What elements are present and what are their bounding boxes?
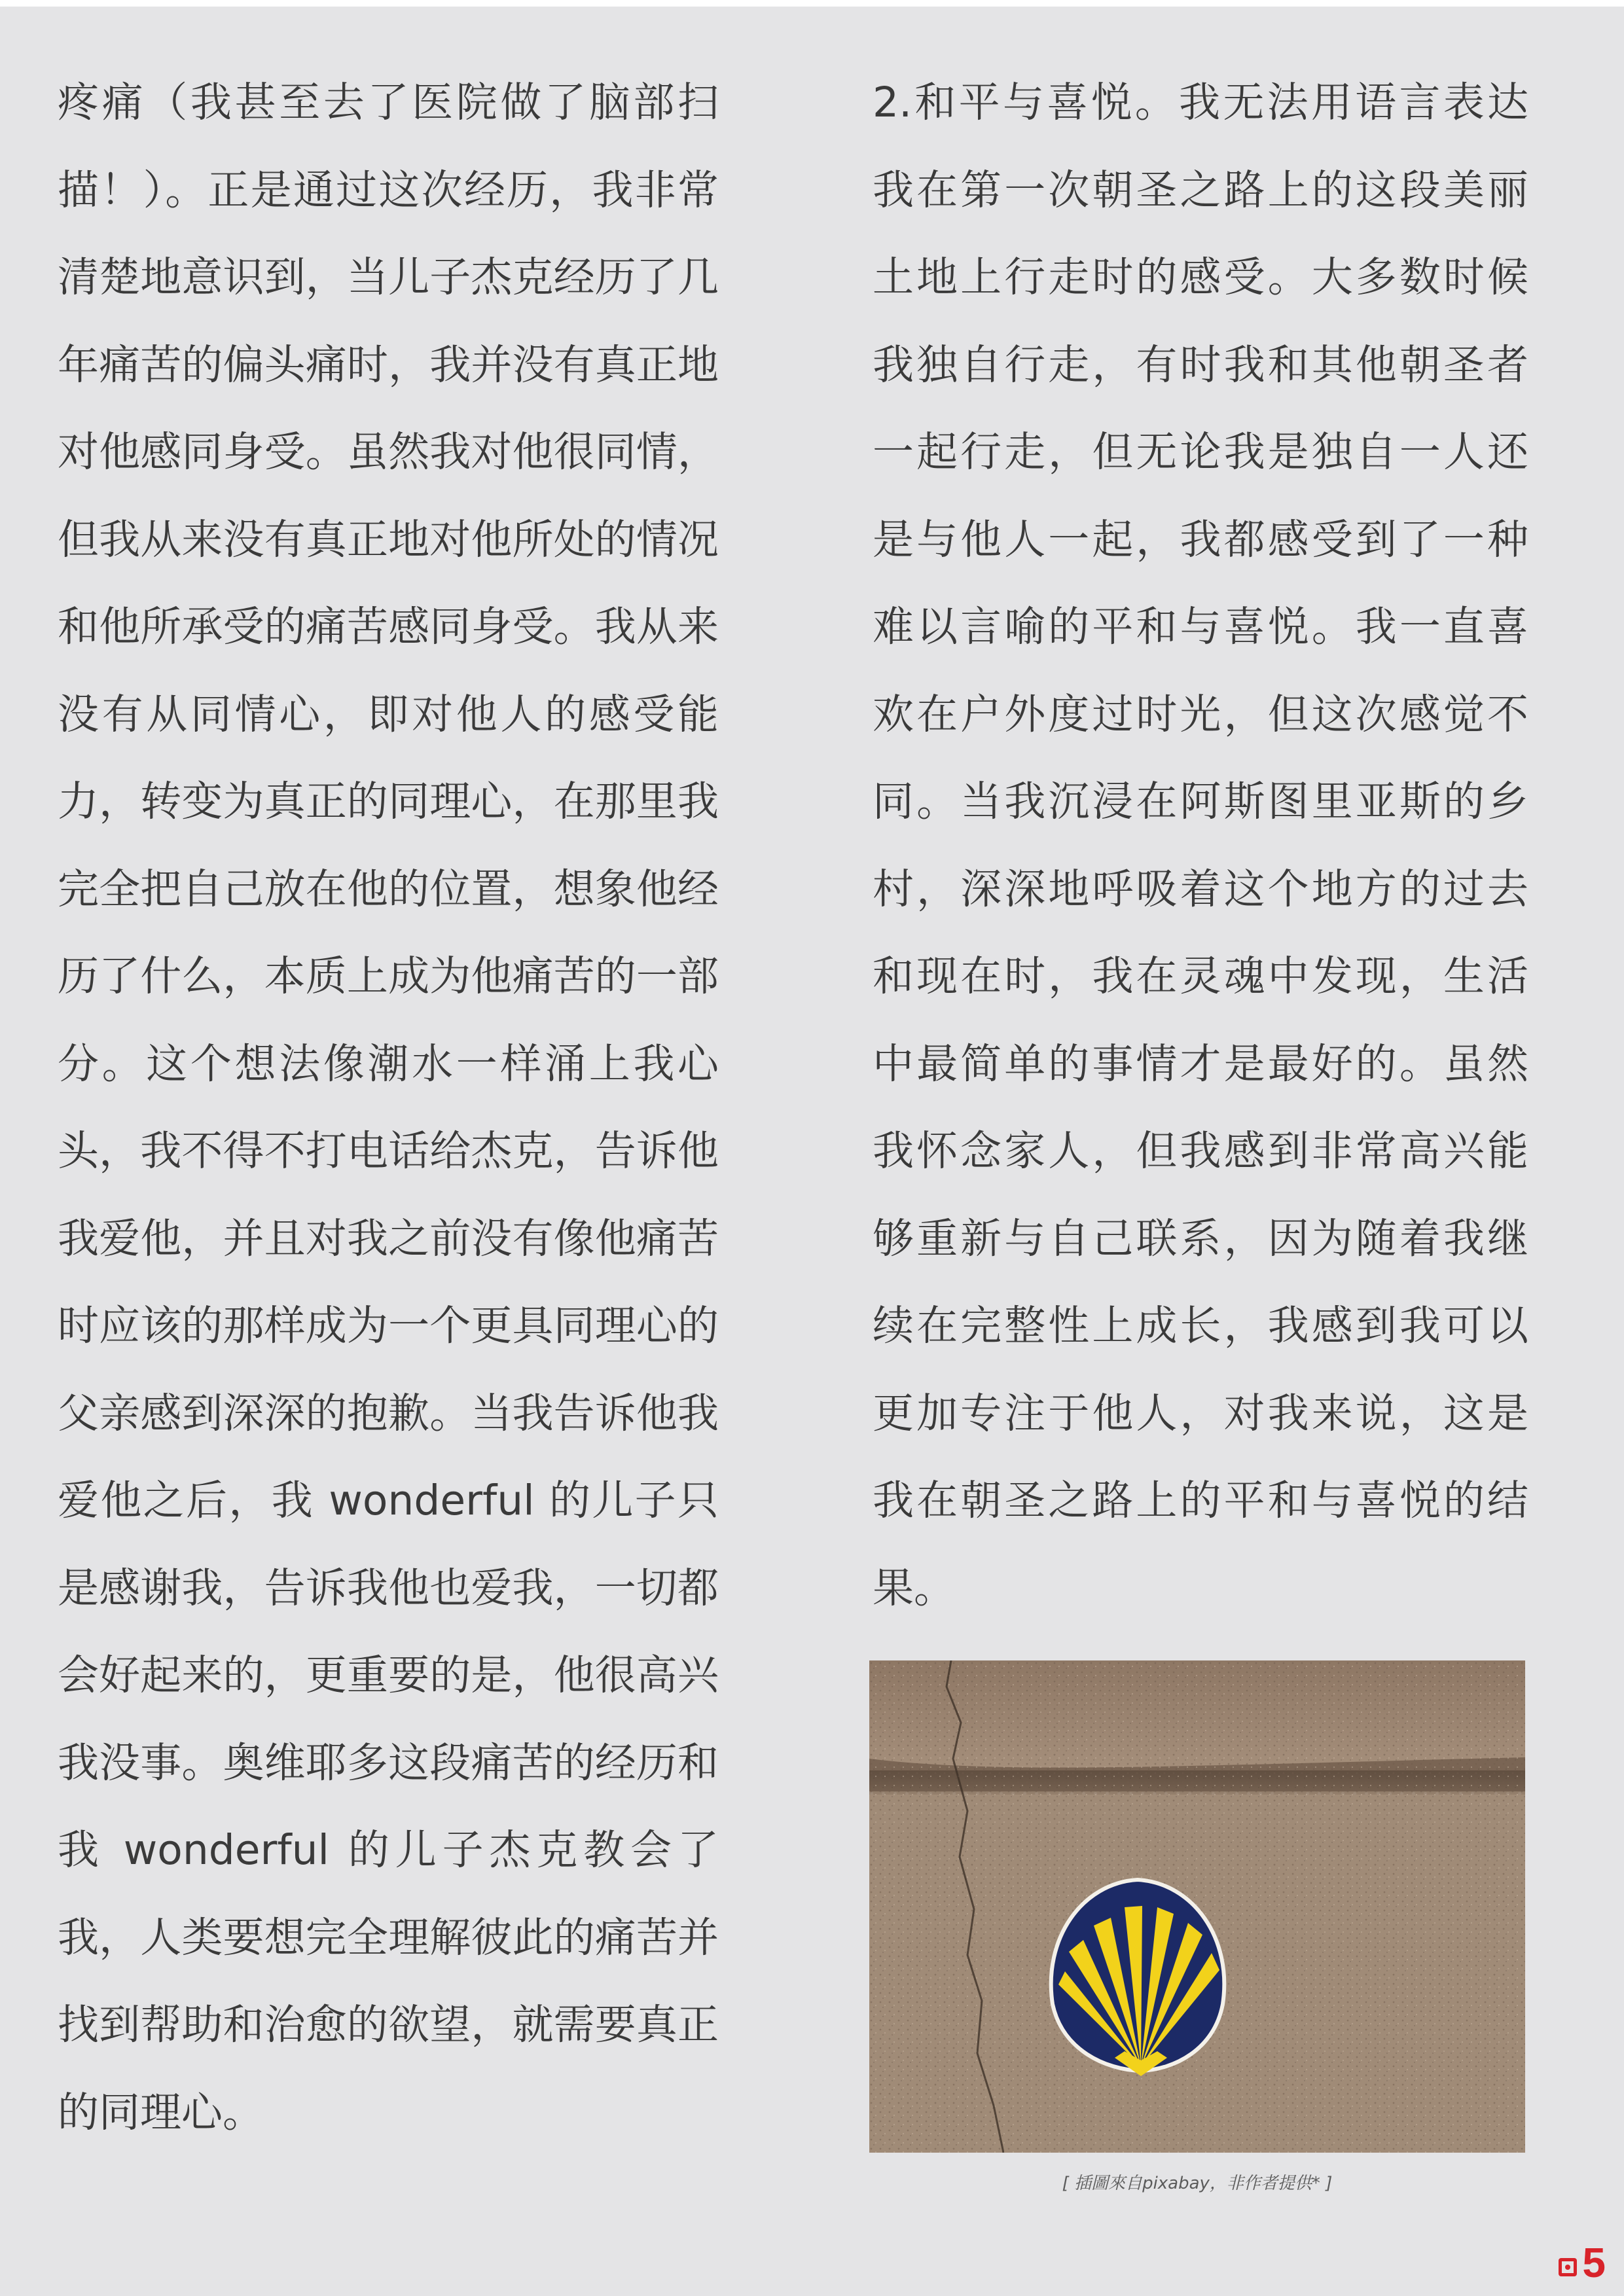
left-paragraph: 疼痛（我甚至去了医院做了脑部扫描！）。正是通过这次经历，我非常清楚地意识到，当儿子杰克经历了几年痛苦的偏头痛时，我并没有真正地对他感同身受。虽然我对他很同情，但我从来没有真正地对他所处的情况和他所承受的痛苦感同身受。我从来没有从同情心，即对他人的感受能力，转变为真正的同理心，在那里我完全把自己放在他的位置，想象他经历了什么，本质上成为他痛苦的一部分。这个想法像潮水一样涌上我心头，我不得不打电话给杰克，告诉他我爱他，并且对我之前没有像他痛苦时应该的那样成为一个更具同理心的父亲感到深深的抱歉。当我告诉他我爱他之后，我 wonderful 的儿子只是感谢我，告诉我他也爱我，一切都会好起来的，更重要的是，他很高兴我没事。奥维耶多这段痛苦的经历和我 wonderful 的儿子杰克教会了我，人类要想完全理解彼此的痛苦并找到帮助和治愈的欲望，就需要真正的同理心。 [58, 79, 719, 2136]
page-marker-icon [1559, 2258, 1577, 2276]
page-number-text: 5 [1582, 2239, 1606, 2286]
page-number [1559, 2239, 1606, 2286]
scallop-shell-icon [1051, 1880, 1225, 2076]
right-paragraph: 2.和平与喜悦。我无法用语言表达我在第一次朝圣之路上的这段美丽土地上行走时的感受。大多数时候我独自行走，有时我和其他朝圣者一起行走，但无论我是独自一人还是与他人一起，我都感受到了一种难以言喻的平和与喜悦。我一直喜欢在户外度过时光，但这次感觉不同。当我沉浸在阿斯图里亚斯的乡村，深深地呼吸着这个地方的过去和现在时，我在灵魂中发现，生活中最简单的事情才是最好的。虽然我怀念家人，但我感到非常高兴能够重新与自己联系，因为随着我继续在完整性上成长，我感到我可以更加专注于他人，对我来说，这是我在朝圣之路上的平和与喜悦的结果。 [873, 79, 1528, 1612]
photo-caption: [ 插圖來自pixabay，非作者提供* ] [1062, 2174, 1333, 2193]
right-text-column [873, 59, 1528, 1632]
left-text-column [58, 59, 719, 2156]
page [0, 7, 1624, 2296]
scallop-shell-photo [869, 1660, 1525, 2153]
